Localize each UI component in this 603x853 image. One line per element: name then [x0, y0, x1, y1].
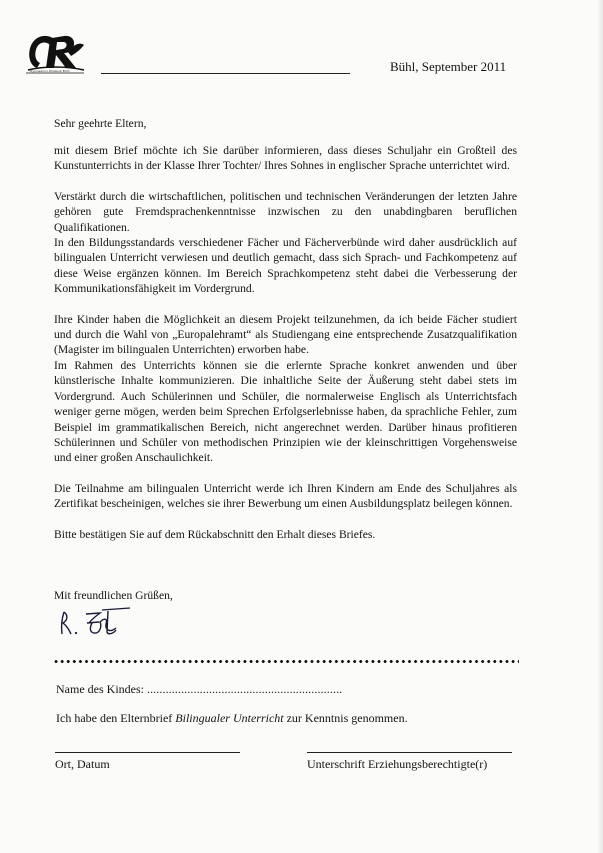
signature-icon [56, 606, 134, 640]
paragraph-confirmation: Bitte bestätigen Sie auf dem Rückabschnitt den Erhalt dieses Briefes. [54, 527, 376, 541]
salutation-text: Sehr geehrte Eltern, [54, 117, 147, 130]
letter-body [54, 143, 517, 542]
child-name-label: Name des Kindes: [56, 682, 144, 696]
place-date-line[interactable] [55, 752, 240, 753]
scan-edge [597, 0, 603, 853]
child-name-field[interactable] [56, 682, 342, 697]
closing-text: Mit freundlichen Grüßen, [54, 589, 173, 602]
guardian-signature-label: Unterschrift Erziehungsberechtigte(r) [307, 757, 488, 771]
ack-title: Bilingualer Unterricht [175, 711, 284, 725]
child-name-dots: ............................................................... [146, 682, 343, 696]
paragraph-standards: In den Bildungsstandards verschiedener Fächer und Fächerverbünde wird daher ausdrücklich auf bilingualen Unterricht verwiesen und deutlich gemacht, dass sich Sprach- und Fachkompetenz auf diese Weise ergänzen können. Im Bereich Sprachkompetenz steht dabei die Verbesserung der Kommunikationsfähigkeit im Vordergrund. [54, 236, 517, 296]
paragraph-motivation: Verstärkt durch die wirtschaftlichen, politischen und technischen Veränderungen der letzten Jahre gehören gute Fremdsprachenkenntnisse inzwischen zu den unabdingbaren beruflichen Qualifikationen. [54, 189, 517, 234]
closing [54, 588, 517, 603]
date-line: Bühl, September 2011 [390, 59, 507, 74]
ack-suffix: zur Kenntnis genommen. [283, 711, 408, 725]
acknowledgement-line [56, 711, 408, 726]
guardian-signature-line[interactable] [307, 752, 512, 753]
paragraph-benefits: Im Rahmen des Unterrichts können sie die erlernte Sprache konkret anwenden und über künstlerische Inhalte kommunizieren. Die inhaltliche Seite der Äußerung steht dabei stets im Vordergrund. Auch Schülerinnen und Schüler, die normalerweise Englisch als Unterrichtsfach weniger gerne mögen, werden beim Sprechen Erfolgserlebnisse haben, da sprachliche Fehler, zum Beispiel im grammatikalischen Bereich, nicht angerechnet werden. Darüber hinaus profitieren Schülerinnen und Schüler von methodischen Prinzipien wie der kleinschrittigen Vorgehensweise und einer großen Anschaulichkeit. [54, 358, 517, 465]
ack-prefix: Ich habe den Elternbrief [56, 711, 176, 725]
header-rule [101, 73, 350, 74]
paragraph-intro: mit diesem Brief möchte ich Sie darüber informieren, dass dieses Schuljahr ein Großteil des Kunstunterrichts in der Klasse Ihrer Tochter/ Ihres Sohnes in englischer Sprache unterrichtet wird. [54, 144, 517, 173]
cut-line [53, 659, 519, 664]
salutation [54, 116, 517, 131]
logo-caption: Gymnasium Windeck Bühl [30, 69, 70, 73]
paragraph-certificate: Die Teilnahme am bilingualen Unterricht werde ich Ihren Kindern am Ende des Schuljahres als Zertifikat bescheinigen, welches sie ihrer Bewerbung um einen Ausbildungsplatz beilegen können. [54, 481, 517, 511]
place-date-label: Ort, Datum [55, 757, 110, 771]
paragraph-qualification: Ihre Kinder haben die Möglichkeit an diesem Projekt teilzunehmen, da ich beide Fächer studiert und durch die Wahl von „Europalehramt“ als Studiengang eine entsprechende Zusatzqualifikation (Magister im bilingualen Unterrichten) erworben habe. [54, 312, 517, 357]
